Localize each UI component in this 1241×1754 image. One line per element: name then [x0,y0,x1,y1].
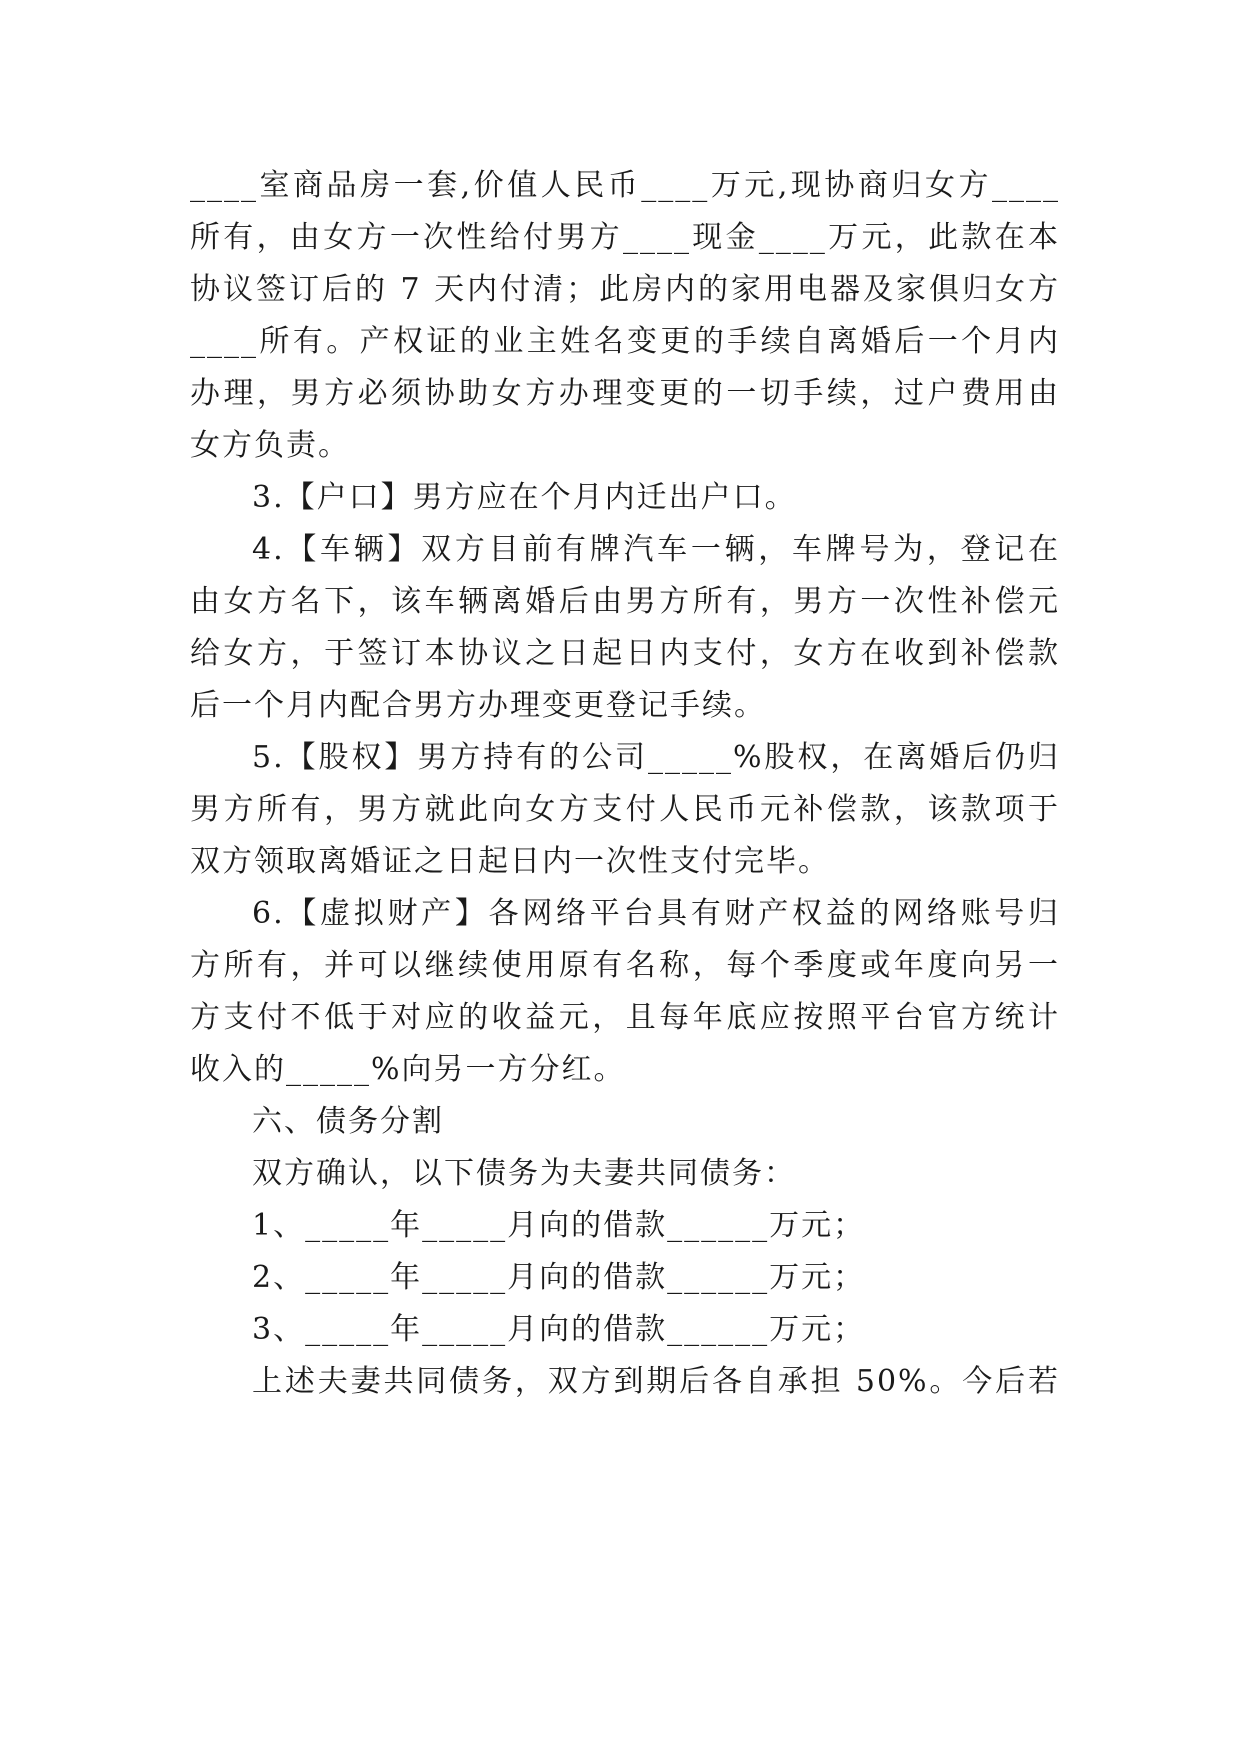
paragraph-line: 方所有，并可以继续使用原有名称，每个季度或年度向另一 [190,948,1060,983]
debt-item: 3、_____年_____月向的借款______万元； [252,1312,866,1347]
paragraph-line: ____所有。产权证的业主姓名变更的手续自离婚后一个月内 [190,324,1060,359]
paragraph-line: 协议签订后的 7 天内付清；此房内的家用电器及家俱归女方 [190,272,1060,307]
paragraph-line: 男方所有，男方就此向女方支付人民币元补偿款，该款项于 [190,792,1060,827]
clause-equity: 5.【股权】男方持有的公司_____%股权，在离婚后仍归 [252,740,1060,775]
clause-vehicle: 4.【车辆】双方目前有牌汽车一辆，车牌号为，登记在 [252,532,1060,567]
paragraph-line: 后一个月内配合男方办理变更登记手续。 [190,688,766,723]
paragraph-line: 方支付不低于对应的收益元，且每年底应按照平台官方统计 [190,1000,1060,1035]
debt-item: 1、_____年_____月向的借款______万元； [252,1208,866,1243]
paragraph-line: 办理，男方必须协助女方办理变更的一切手续，过户费用由 [190,376,1060,411]
clause-virtual-property: 6.【虚拟财产】各网络平台具有财产权益的网络账号归 [252,896,1060,931]
paragraph-line: 收入的_____%向另一方分红。 [190,1052,626,1087]
paragraph-line: ____室商品房一套,价值人民币____万元,现协商归女方____ [190,168,1060,203]
debt-item: 2、_____年_____月向的借款______万元； [252,1260,866,1295]
paragraph-line: 所有，由女方一次性给付男方____现金____万元，此款在本 [190,220,1060,255]
paragraph-line: 由女方名下，该车辆离婚后由男方所有，男方一次性补偿元 [190,584,1060,619]
paragraph-line: 双方领取离婚证之日起日内一次性支付完毕。 [190,844,830,879]
paragraph-line: 双方确认，以下债务为夫妻共同债务： [252,1156,796,1191]
section-heading-debt: 六、债务分割 [252,1104,444,1139]
clause-hukou: 3.【户口】男方应在个月内迁出户口。 [252,480,797,515]
paragraph-line: 女方负责。 [190,428,350,463]
paragraph-line: 给女方，于签订本协议之日起日内支付，女方在收到补偿款 [190,636,1060,671]
paragraph-line: 上述夫妻共同债务，双方到期后各自承担 50%。今后若 [252,1364,1060,1399]
